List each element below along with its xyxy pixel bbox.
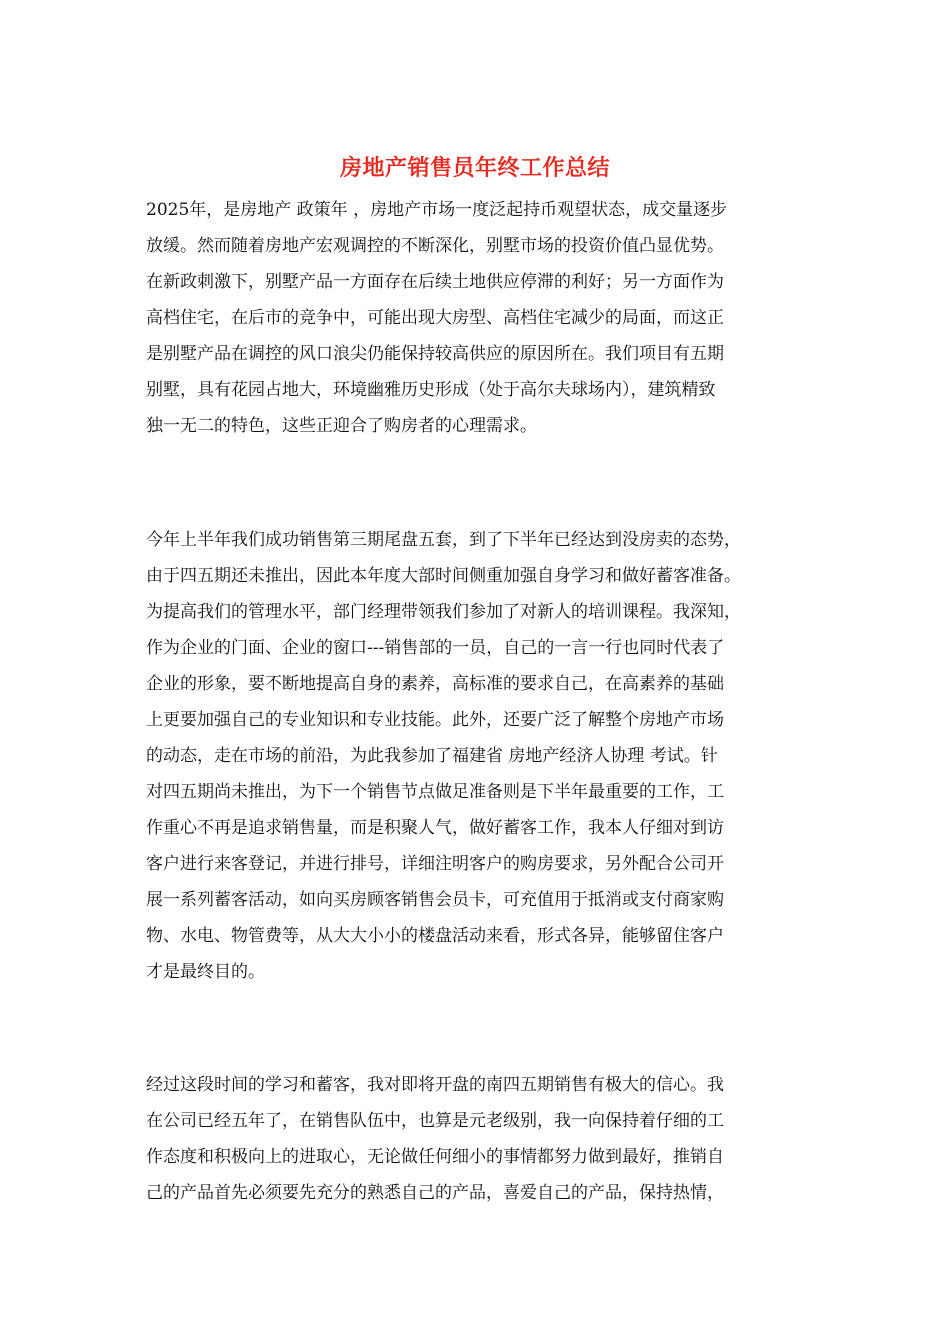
document-title: 房地产销售员年终工作总结 xyxy=(339,155,610,181)
text-line: 由于四五期还未推出，因此本年度大部时间侧重加强自身学习和做好蓄客准备。 xyxy=(146,566,741,586)
text-line: 才是最终目的。 xyxy=(146,962,265,982)
text-line: 独一无二的特色，这些正迎合了购房者的心理需求。 xyxy=(146,416,537,436)
text-line: 的动态，走在市场的前沿，为此我参加了福建省 房地产经济人协理 考试。针 xyxy=(146,746,718,766)
text-line: 今年上半年我们成功销售第三期尾盘五套，到了下半年已经达到没房卖的态势， xyxy=(146,530,741,550)
text-line: 2025年，是房地产 政策年 ，房地产市场一度泛起持币观望状态，成交量逐步 xyxy=(146,200,728,220)
text-line: 为提高我们的管理水平，部门经理带领我们参加了对新人的培训课程。我深知， xyxy=(146,602,741,622)
text-line: 是别墅产品在调控的风口浪尖仍能保持较高供应的原因所在。我们项目有五期 xyxy=(146,344,724,364)
text-line: 作为企业的门面、企业的窗口---销售部的一员，自己的一言一行也同时代表了 xyxy=(146,638,725,658)
text-line: 别墅，具有花园占地大，环境幽雅历史形成（处于高尔夫球场内），建筑精致 xyxy=(146,380,716,400)
text-line: 放缓。然而随着房地产宏观调控的不断深化，别墅市场的投资价值凸显优势。 xyxy=(146,236,724,256)
text-line: 经过这段时间的学习和蓄客，我对即将开盘的南四五期销售有极大的信心。我 xyxy=(146,1075,724,1095)
paragraph-1 xyxy=(146,192,826,444)
text-line: 展一系列蓄客活动，如向买房顾客销售会员卡，可充值用于抵消或支付商家购 xyxy=(146,890,724,910)
text-line: 在公司已经五年了，在销售队伍中，也算是元老级别，我一向保持着仔细的工 xyxy=(146,1111,724,1131)
text-line: 作重心不再是追求销售量，而是积聚人气，做好蓄客工作，我本人仔细对到访 xyxy=(146,818,724,838)
text-line: 企业的形象，要不断地提高自身的素养，高标准的要求自己，在高素养的基础 xyxy=(146,674,724,694)
text-line: 作态度和积极向上的进取心，无论做任何细小的事情都努力做到最好，推销自 xyxy=(146,1147,724,1167)
text-line: 上更要加强自己的专业知识和专业技能。此外，还要广泛了解整个房地产市场 xyxy=(146,710,724,730)
paragraph-2 xyxy=(146,522,826,990)
text-line: 对四五期尚未推出，为下一个销售节点做足准备则是下半年最重要的工作，工 xyxy=(146,782,724,802)
text-line: 物、水电、物管费等，从大大小小的楼盘活动来看，形式各异，能够留住客户 xyxy=(146,926,724,946)
text-line: 客户进行来客登记，并进行排号，详细注明客户的购房要求，另外配合公司开 xyxy=(146,854,724,874)
text-line: 高档住宅，在后市的竞争中，可能出现大房型、高档住宅减少的局面，而这正 xyxy=(146,308,724,328)
text-line: 在新政刺激下，别墅产品一方面存在后续土地供应停滞的利好；另一方面作为 xyxy=(146,272,724,292)
paragraph-3 xyxy=(146,1067,826,1211)
text-line: 己的产品首先必须要先充分的熟悉自己的产品，喜爱自己的产品，保持热情， xyxy=(146,1183,724,1203)
